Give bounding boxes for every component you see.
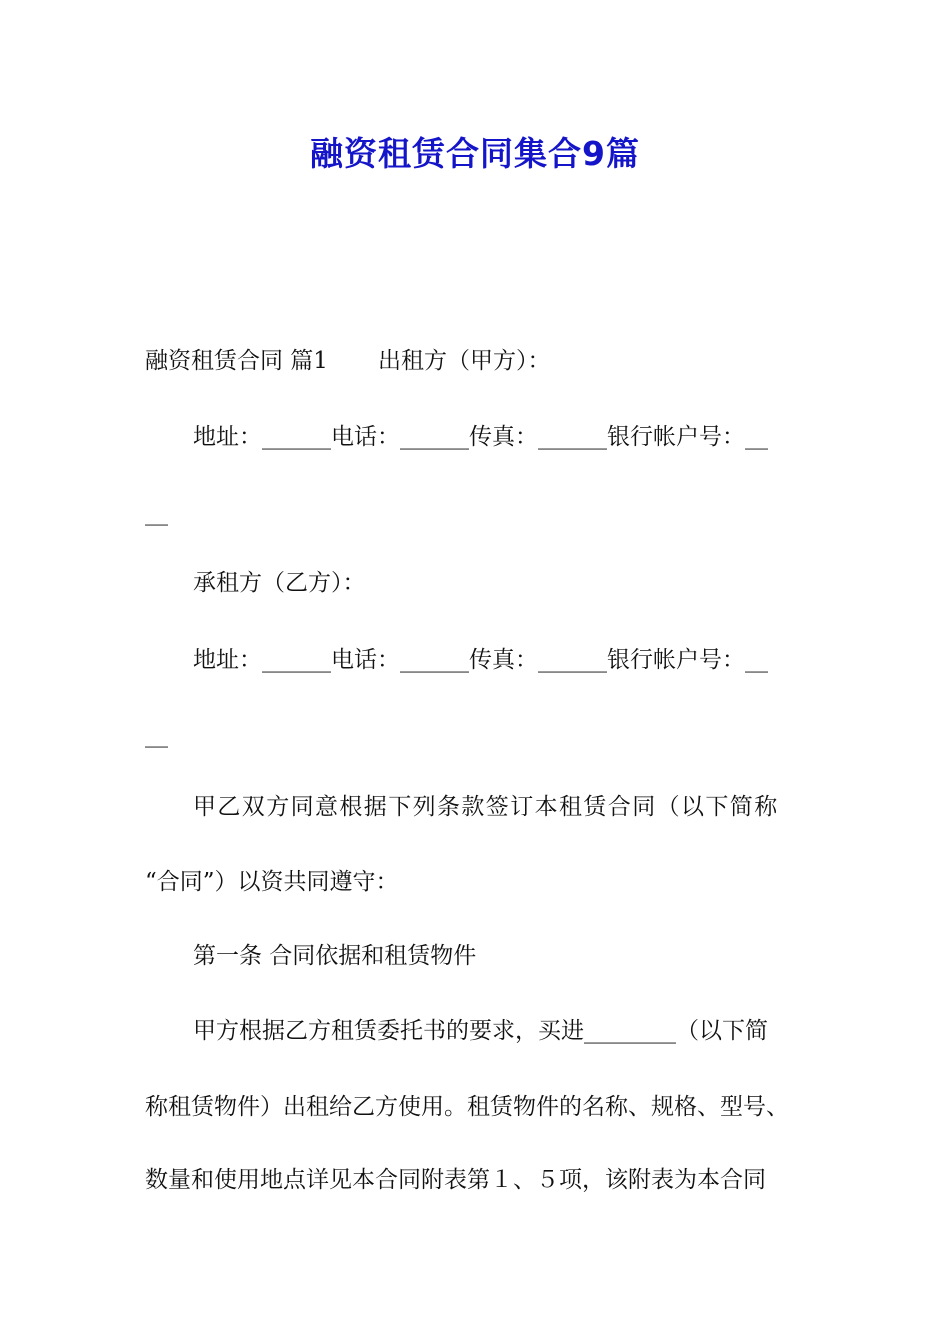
lessor-address-line: 地址：______电话：______传真：______银行帐户号：__: [193, 424, 768, 450]
article-one-line-1: 甲方根据乙方租赁委托书的要求，买进________（以下简: [193, 1018, 768, 1044]
document-title: 融资租赁合同集合9篇: [310, 134, 640, 173]
contract-section-label: 融资租赁合同 篇1: [145, 348, 328, 374]
article-one-heading: 第一条 合同依据和租赁物件: [193, 943, 477, 969]
paragraph-heading-line: [145, 346, 550, 376]
agreement-line-2: “合同”）以资共同遵守：: [145, 869, 399, 895]
lessor-label: 出租方（甲方）：: [377, 348, 551, 374]
article-one-line-3: 数量和使用地点详见本合同附表第１、５项，该附表为本合同: [145, 1167, 766, 1193]
article-one-line-2: 称租赁物件）出租给乙方使用。租赁物件的名称、规格、型号、: [145, 1094, 789, 1120]
lessee-address-line: 地址：______电话：______传真：______银行帐户号：__: [193, 647, 768, 673]
lessee-address-line-wrap: __: [145, 722, 168, 748]
lessee-label: 承租方（乙方）：: [193, 570, 366, 596]
agreement-line-1: 甲乙双方同意根据下列条款签订本租赁合同（以下简称: [193, 794, 779, 820]
lessor-address-line-wrap: __: [145, 500, 168, 526]
